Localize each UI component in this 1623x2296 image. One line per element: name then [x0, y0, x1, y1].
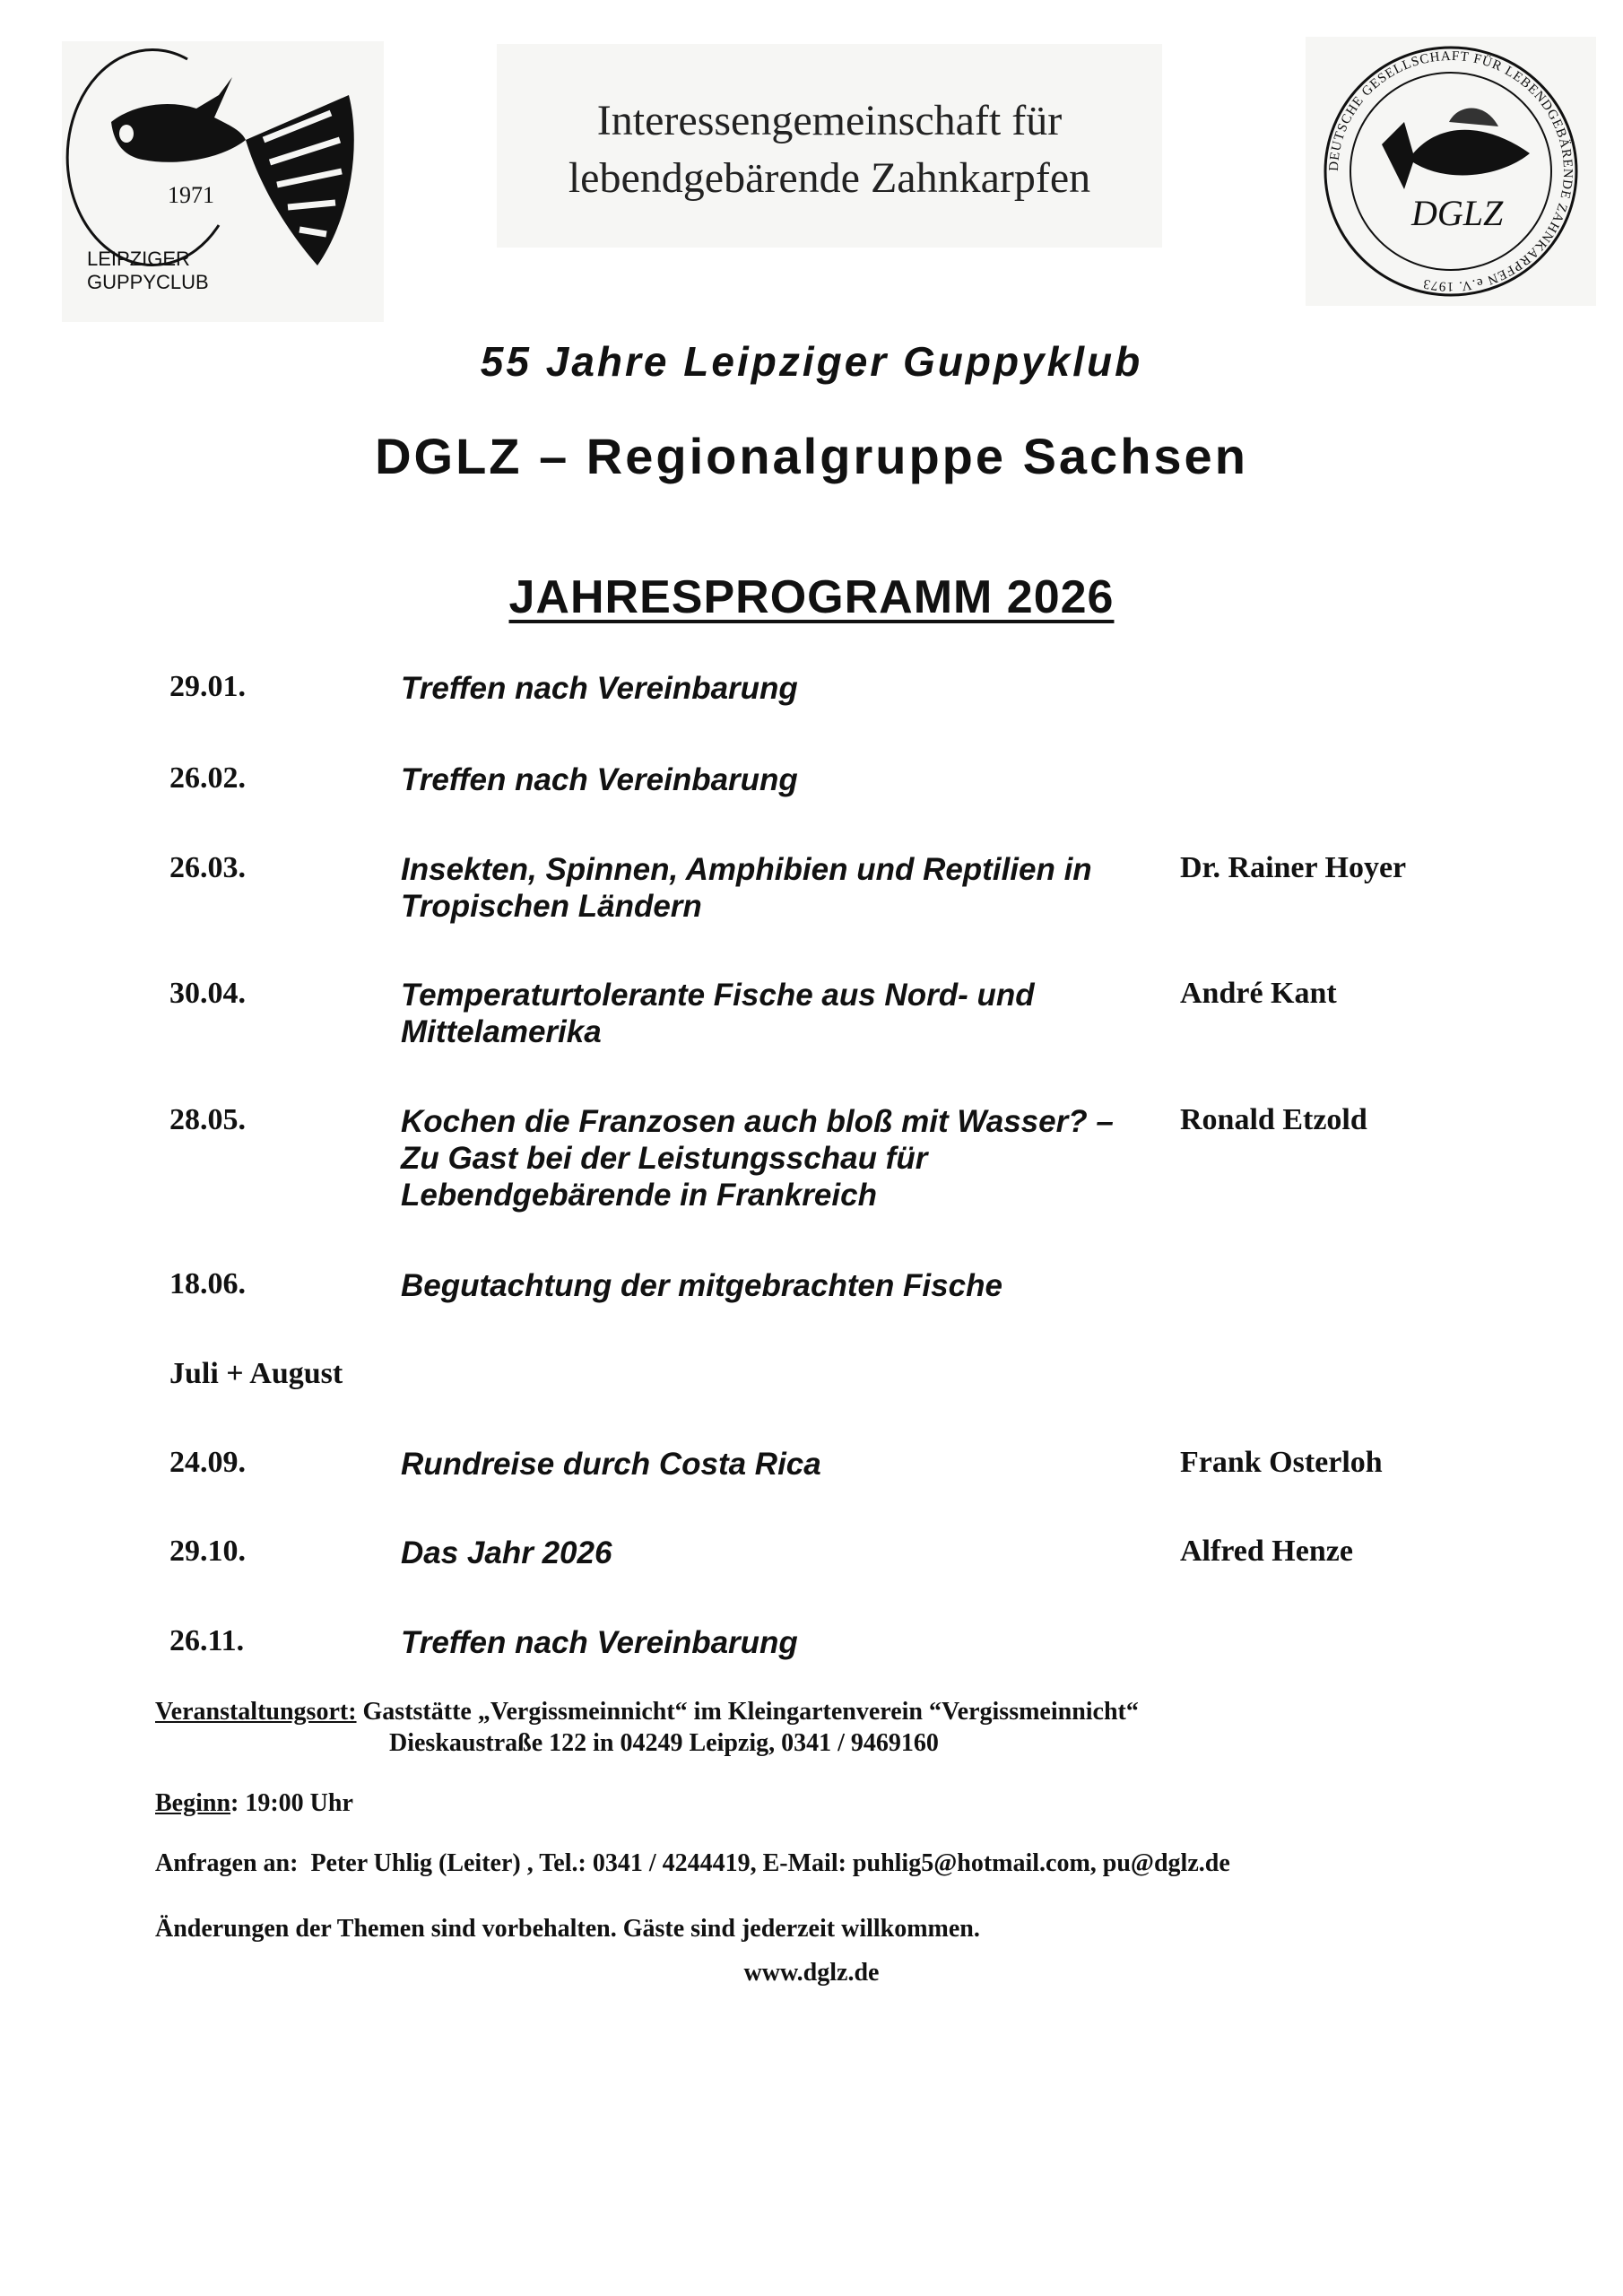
program-title-text: JAHRESPROGRAMM 2026 — [508, 571, 1115, 623]
program-topic — [401, 1624, 1163, 1661]
program-date: 26.03. — [169, 851, 246, 884]
program-topic-line: Treffen nach Vereinbarung — [401, 762, 798, 797]
program-speaker: Frank Osterloh — [1180, 1446, 1383, 1479]
venue-line-1: Gaststätte „Vergissmeinnicht“ im Kleingartenverein “Vergissmeinnicht“ — [362, 1698, 1139, 1726]
program-topic-line: Temperaturtolerante Fische aus Nord- und — [401, 978, 1035, 1013]
venue-label: Veranstaltungsort: — [155, 1698, 357, 1726]
program-topic — [401, 1535, 1163, 1571]
program-topic-line: Rundreise durch Costa Rica — [401, 1447, 821, 1482]
svg-text:DGLZ: DGLZ — [1411, 193, 1504, 233]
anniversary-subtitle: 55 Jahre Leipziger Guppyklub — [480, 338, 1143, 385]
program-title — [0, 570, 1623, 624]
program-topic — [401, 977, 1163, 1050]
program-topic-line: Tropischen Ländern — [401, 889, 702, 924]
interessengemeinschaft-banner — [497, 44, 1162, 248]
program-topic-line: Begutachtung der mitgebrachten Fische — [401, 1268, 1002, 1303]
program-date: 30.04. — [169, 977, 246, 1010]
program-topic-line: Treffen nach Vereinbarung — [401, 1625, 798, 1660]
program-date: 29.01. — [169, 670, 246, 703]
contact-info: Anfragen an: Peter Uhlig (Leiter) , Tel.: 0341 / 4244419, E-Mail: puhlig5@hotmail.com, pu@dglz.de — [155, 1849, 1230, 1877]
program-speaker: Dr. Rainer Hoyer — [1180, 851, 1407, 884]
program-date: Juli + August — [169, 1357, 343, 1390]
program-topic — [401, 1267, 1163, 1304]
svg-text:LEIPZIGER: LEIPZIGER — [87, 248, 190, 270]
program-topic — [401, 1103, 1163, 1213]
program-date: 28.05. — [169, 1103, 246, 1136]
program-topic-line: Kochen die Franzosen auch bloß mit Wasser? – — [401, 1104, 1114, 1139]
svg-text:DEUTSCHE GESELLSCHAFT FÜR LEBE: DEUTSCHE GESELLSCHAFT FÜR LEBENDGEBÄRENDE ZAHNKARPFEN e.V. 1973 — [1326, 48, 1575, 294]
program-topic — [401, 761, 1163, 798]
banner-line-1: Interessengemeinschaft für — [596, 97, 1063, 144]
program-topic-line: Das Jahr 2026 — [401, 1535, 612, 1570]
program-date: 24.09. — [169, 1446, 246, 1479]
venue-block — [155, 1698, 1139, 1726]
dglz-fish-seal-icon — [1306, 37, 1596, 306]
program-speaker: Alfred Henze — [1180, 1535, 1353, 1568]
guppy-fish-icon — [62, 41, 384, 322]
program-topic-line: Mittelamerika — [401, 1014, 602, 1049]
program-topic-line: Insekten, Spinnen, Amphibien und Reptilien in — [401, 852, 1092, 887]
program-topic — [401, 670, 1163, 707]
group-title: DGLZ – Regionalgruppe Sachsen — [375, 428, 1248, 484]
program-topic-line: Lebendgebärende in Frankreich — [401, 1178, 877, 1213]
svg-text:GUPPYCLUB: GUPPYCLUB — [87, 271, 209, 293]
program-topic — [401, 1446, 1163, 1483]
program-topic-line: Treffen nach Vereinbarung — [401, 671, 798, 706]
venue-address: Dieskaustraße 122 in 04249 Leipzig, 0341 / 9469160 — [389, 1729, 939, 1757]
program-date: 18.06. — [169, 1267, 246, 1300]
program-date: 26.02. — [169, 761, 246, 795]
start-value: : 19:00 Uhr — [230, 1789, 353, 1817]
program-speaker: Ronald Etzold — [1180, 1103, 1367, 1136]
program-date: 26.11. — [169, 1624, 245, 1657]
program-topic — [401, 851, 1163, 925]
start-time — [155, 1789, 353, 1818]
dglz-seal-logo — [1306, 37, 1596, 306]
program-topic-line: Zu Gast bei der Leistungsschau für — [401, 1141, 928, 1176]
program-speaker: André Kant — [1180, 977, 1337, 1010]
start-label: Beginn — [155, 1789, 231, 1817]
banner-line-2: lebendgebärende Zahnkarpfen — [568, 154, 1091, 202]
svg-text:1971: 1971 — [168, 182, 214, 208]
program-date: 29.10. — [169, 1535, 246, 1568]
leipziger-guppyclub-logo — [62, 41, 384, 322]
notice: Änderungen der Themen sind vorbehalten. Gäste sind jederzeit willkommen. — [155, 1915, 980, 1943]
website-link[interactable]: www.dglz.de — [743, 1959, 880, 1987]
